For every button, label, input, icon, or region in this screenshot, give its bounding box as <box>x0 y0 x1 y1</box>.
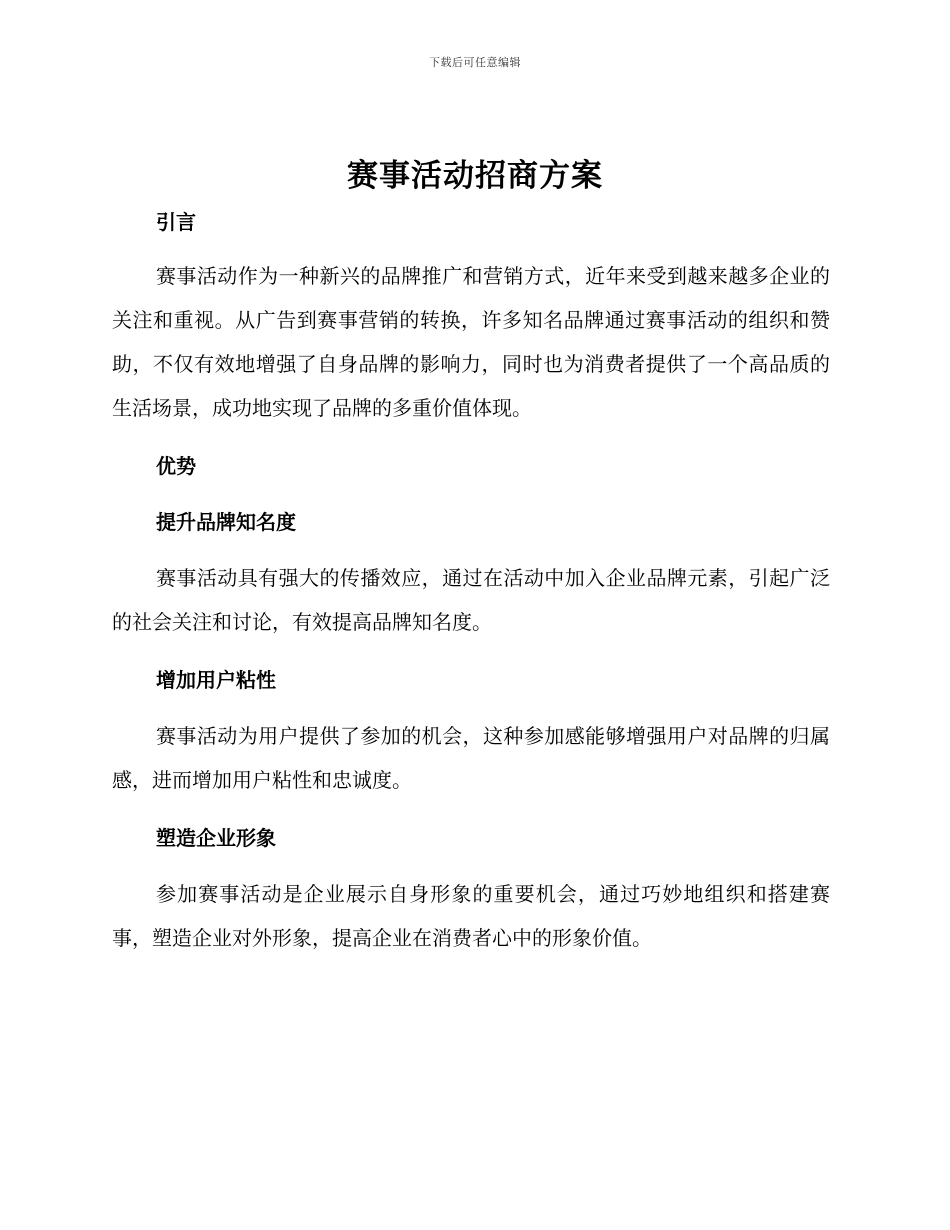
document-body <box>112 202 830 960</box>
section-heading-advantages: 优势 <box>156 454 196 478</box>
subsection-paragraph-user-stickiness: 赛事活动为用户提供了参加的机会，这种参加感能够增强用户对品牌的归属感，进而增加用户粘性和忠诚度。 <box>112 724 830 792</box>
subsection-heading-user-stickiness: 增加用户粘性 <box>156 668 276 692</box>
subsection-heading-brand-awareness: 提升品牌知名度 <box>156 510 296 534</box>
header-note: 下载后可任意编辑 <box>429 56 521 69</box>
subsection-heading-corporate-image: 塑造企业形象 <box>156 826 276 850</box>
subsection-paragraph-brand-awareness: 赛事活动具有强大的传播效应，通过在活动中加入企业品牌元素，引起广泛的社会关注和讨论，有效提高品牌知名度。 <box>112 566 830 634</box>
document-title: 赛事活动招商方案 <box>347 158 603 194</box>
section-paragraph-intro: 赛事活动作为一种新兴的品牌推广和营销方式，近年来受到越来越多企业的关注和重视。从广告到赛事营销的转换，许多知名品牌通过赛事活动的组织和赞助，不仅有效地增强了自身品牌的影响力，同时也为消费者提供了一个高品质的生活场景，成功地实现了品牌的多重价值体现。 <box>112 264 830 420</box>
subsection-paragraph-corporate-image: 参加赛事活动是企业展示自身形象的重要机会，通过巧妙地组织和搭建赛事，塑造企业对外形象，提高企业在消费者心中的形象价值。 <box>112 882 830 950</box>
section-heading-intro: 引言 <box>156 210 196 234</box>
